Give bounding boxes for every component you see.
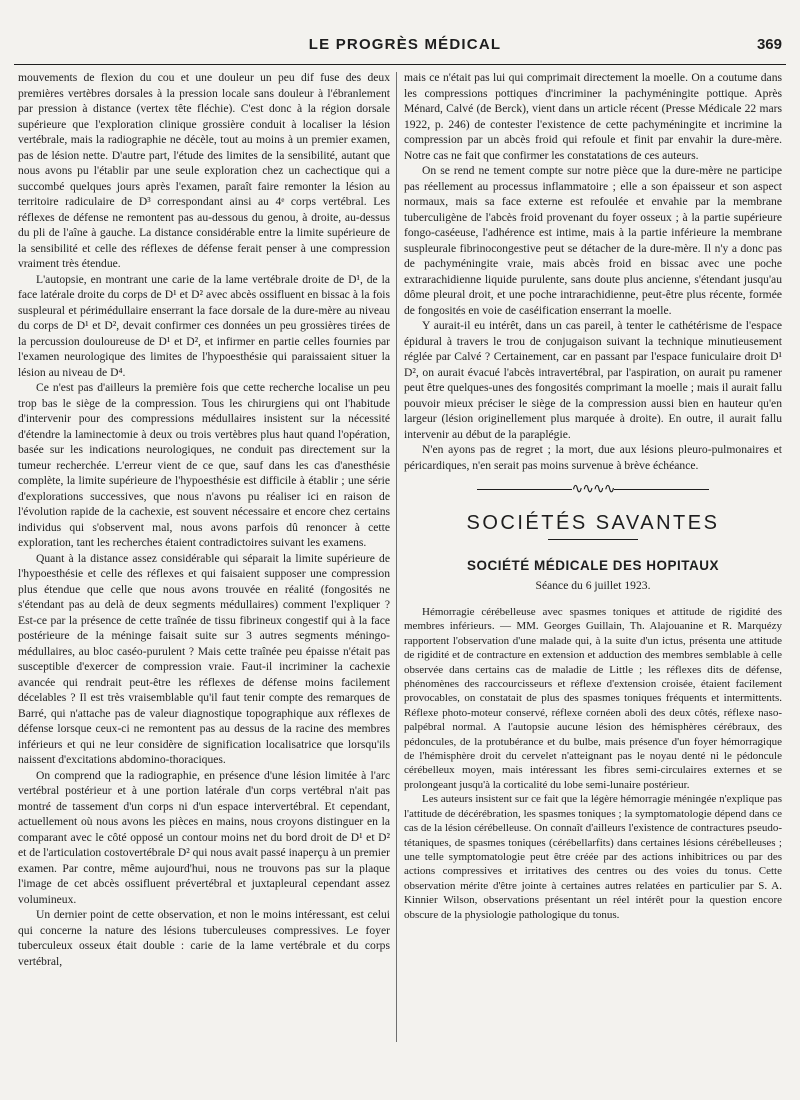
paragraph: Quant à la distance assez considérable qui séparait la limite supérieure de l'hypoesthésie et celle des réflexes et qui faisaient supposer une compression plus étendue que celle que nous avons trouvée en réalité (fongosités ne s'étendant pas au delà de deux segments médullaires) comment l'expliquer ? Est-ce par la présence de cette traînée de tissu fibrineux congestif qui à la face postérieure de la méninge faisait suite sur 3 autres segments méningo-médullaires, au bloc caséo-purulent ? Mais cette traînée peu épaisse n'était pas susceptible d'exercer de compression vraie. Faut-il incriminer la cachexie avancée qui rendrait peut-être les réflexes de défense moins facilement décelables ? Il est très vraisemblable qu'il faut tenir compte des remarques de Barré, qui n'attache pas de valeur diagnostique topographique aux réflexes de défense lorsque ceux-ci ne remontent pas au dessus de la racine des membres inférieurs et qui ne leur considère de signification localisatrice que lorsqu'ils naissent d'excitations abdomino-thoraciques. bbox=[18, 551, 390, 766]
page-header bbox=[20, 36, 790, 60]
section-rule bbox=[548, 539, 638, 540]
page-number: 369 bbox=[756, 36, 782, 53]
paragraph: N'en ayons pas de regret ; la mort, due aux lésions pleuro-pulmonaires et péricardiques, n'en serait pas moins survenue à brève échéance. bbox=[404, 443, 782, 472]
column-divider bbox=[396, 72, 397, 1042]
paragraph: Un dernier point de cette observation, et non le moins intéressant, est celui qui concerne la nature des lésions tuberculeuses compressives. Le foyer tuberculeux osseux était double : carie de la lame vertébrale et du corps vertébral, bbox=[18, 908, 390, 968]
running-title: LE PROGRÈS MÉDICAL bbox=[308, 36, 502, 53]
ornament-divider: ∿∿∿∿ bbox=[404, 482, 782, 498]
paragraph: Y aurait-il eu intérêt, dans un cas pareil, à tenter le cathétérisme de l'espace épidural à travers le trou de conjugaison suivant la technique minutieusement réglée par Calvé ? Certainement, car en passant par l'espace funiculaire droit D¹ D², on aurait évacué l'abcès intravertébral, par l'aspiration, on aurait pu ramener peut être quelques-unes des fongosités comprimant la moelle ; mais il aurait fallu pouvoir mieux préciser le siège de la compression aussi bien en hauteur qu'en largeur (lésion originellement plus marquée à droite). En outre, il aurait fallu intervenir au début de la paraplégie. bbox=[404, 319, 782, 441]
section-title: SOCIÉTÉS SAVANTES bbox=[466, 511, 720, 534]
paragraph: L'autopsie, en montrant une carie de la lame vertébrale droite de D¹, de la face latérale droite du corps de D¹ et D² avec abcès ossifluent en bissac à la fois suspleural et périmédullaire enserrant la face dorsale de la dure-mère au niveau du corps de D¹ et D², devait confirmer ces données un peu grossières tirées de la percussion douloureuse de D¹ et D², et infirmer en partie celles fournies par l'examen neurologique des limites de l'hypoesthésie qui paraissaient situer la lésion au niveau de D⁴. bbox=[18, 272, 390, 379]
right-column bbox=[404, 70, 782, 922]
paragraph: Hémorragie cérébelleuse avec spasmes toniques et attitude de rigidité des membres inférieurs. — MM. Georges Guillain, Th. Alajouanine et R. Marquézy rapportent l'observation d'une malade qui, à la suite d'un ictus, présenta une attitude de rigidité et de contracture en extension et adduction des membres semblable à celle observée dans certains cas de maladie de Little ; les réflexes dits de défense, phénomènes des raccourcisseurs et réflexe d'extension croisée, étaient facilement provocables, on constatait de plus des spasmes toniques fréquents et intermittents. Réflexe photo-moteur conservé, réflexe cornéen aboli des deux côtés, réflexe naso-palpébral normal. A l'autopsie aucune lésion des hémisphères cérébraux, des pédoncules, de la protubérance et du bulbe, mais présence d'un foyer hémorragique de l'hémisphère droit du cervelet n'atteignant pas le noyau denté ni le pédoncule cérébelleux moyen, mais intéressant les fibres semi-circulaires externes et se prolongeant jusqu'à la corticalité du lobe semi-lunaire postérieur. bbox=[404, 606, 782, 791]
left-column bbox=[18, 70, 390, 969]
paragraph: mouvements de flexion du cou et une douleur un peu dif fuse des deux premières vertèbres dorsales à la pression locale sans douleur à l'ébranlement par pression à distance (vertex tête fléchie). C'est donc à la région dorsale supérieure que l'exploration clinique grossière conduit à localiser la lésion vertébrale, mais la radiographie ne décèle, tout au moins à un premier examen, pas de lésion nette. D'autre part, l'étude des limites de la sensibilité, autant que nous avons pu l'établir par une seule exploration chez un cachectique qui a succombé quelques jours après l'examen, paraît faire remonter la lésion au territoire radiculaire de D³ correspondant ainsi au 4ᵉ corps vertébral. Les réflexes de défense ne remontent pas au-dessous du genou, à droite, au-dessus du pli de l'aîne à gauche. La distance considérable entre la limite supérieure de la sensibilité et celle des réflexes de défense ferait penser à une compression vraiment très étendue. bbox=[18, 71, 390, 270]
society-title: SOCIÉTÉ MÉDICALE DES HOPITAUX bbox=[466, 558, 720, 573]
paragraph: Ce n'est pas d'ailleurs la première fois que cette recherche localise un peu trop bas le siège de la compression. Tous les chirurgiens qui ont l'habitude d'intervenir pour des compressions médullaires insistent sur la nécessité d'étendre la laminectomie à deux ou trois vertèbres plus haut quand l'opération, basée sur les indications neurologiques, ne conduit pas directement sur la tumeur recherchée. L'erreur vient de ce que, sauf dans les cas d'anesthésie complète, la limite supérieure de l'hypoesthésie est difficile à établir ; une série d'explorations successives, que nous n'avons pu réaliser ici en raison de l'évolution rapide de la cachexie, est souvent nécessaire et encore chez certains individus qui s'observent mal, nous avons parfois dû renoncer à cette exploration, tant les recherches étaient contradictoires suivant les examens. bbox=[18, 381, 390, 549]
session-date: Séance du 6 juillet 1923. bbox=[535, 578, 651, 592]
paragraph: mais ce n'était pas lui qui comprimait directement la moelle. On a coutume dans les compressions pottiques d'incriminer la pachyméningite pottique. Après Ménard, Calvé (de Berck), vient dans un article récent (Presse Médicale 22 mars 1922, p. 246) de contester l'existence de cette pachyméningite et incrimine la compression par un abcès froid qui refoule et finit par envahir la dure-mère. Notre cas ne fait que confirmer les constatations de ces auteurs. bbox=[404, 71, 782, 162]
paragraph: On se rend ne tement compte sur notre pièce que la dure-mère ne participe pas réellement au processus inflammatoire ; elle a son épaisseur et son aspect normaux, mais sa face externe est refoulée et envahie par la membrane tuberculigène de l'abcès froid provenant du foyer osseux ; à la partie supérieure fongo-caséeuse, l'adhérence est intime, mais à la partie inférieure la membrane suspleurale fibrinocongestive peut se détacher de la dure-mère. Il n'y a donc pas de pachyméningite vraie, mais abcès froid en bissac avec une poche extrarachidienne liquide purulente, sans doute plus ancienne, s'étendant jusqu'au dôme pleural droit, et une poche intrarachidienne, peut-être plus récente, formée de fongosités en voie de caséification enserrant la moelle. bbox=[404, 164, 782, 317]
paragraph: On comprend que la radiographie, en présence d'une lésion limitée à l'arc vertébral postérieur et à une portion latérale d'un corps vertébral n'ait pas montré de tassement d'un corps ni d'un espace intervertébral. Et cependant, actuellement où nous avons les pièces en mains, nous croyons distinguer en la comparant avec le côté opposé un contour moins net du bord droit de D¹ et D² et de l'articulation costovertébrale D² qui nous avait passé inaperçu à un premier examen. Par contre, même aujourd'hui, nous ne trouvons pas sur la plaque l'image de cet abcès ossifluent prévertébral et juxtapleural cependant assez volumineux. bbox=[18, 768, 390, 906]
paragraph: Les auteurs insistent sur ce fait que la légère hémorragie méningée n'explique pas l'attitude de décérébration, les spasmes toniques ; la symptomatologie dépend dans ce cas de la lésion cérébelleuse. On connaît d'ailleurs l'existence de contractures pseudo-tétaniques, de spasmes toniques (cérébellarfits) dans certaines lésions cérébelleuses ; une telle symptomatologie peut être créée par des actions inhibitrices ou par des actions compressives et irritatives des centres ou des voies du tonus. Cette observation mérite d'être jointe à certaines autres relatées en particulier par S. A. Kinnier Wilson, observations présentant un réel intérêt pour la question encore obscure de la physiologie pathologique du tonus. bbox=[404, 793, 782, 921]
header-rule bbox=[14, 64, 786, 65]
